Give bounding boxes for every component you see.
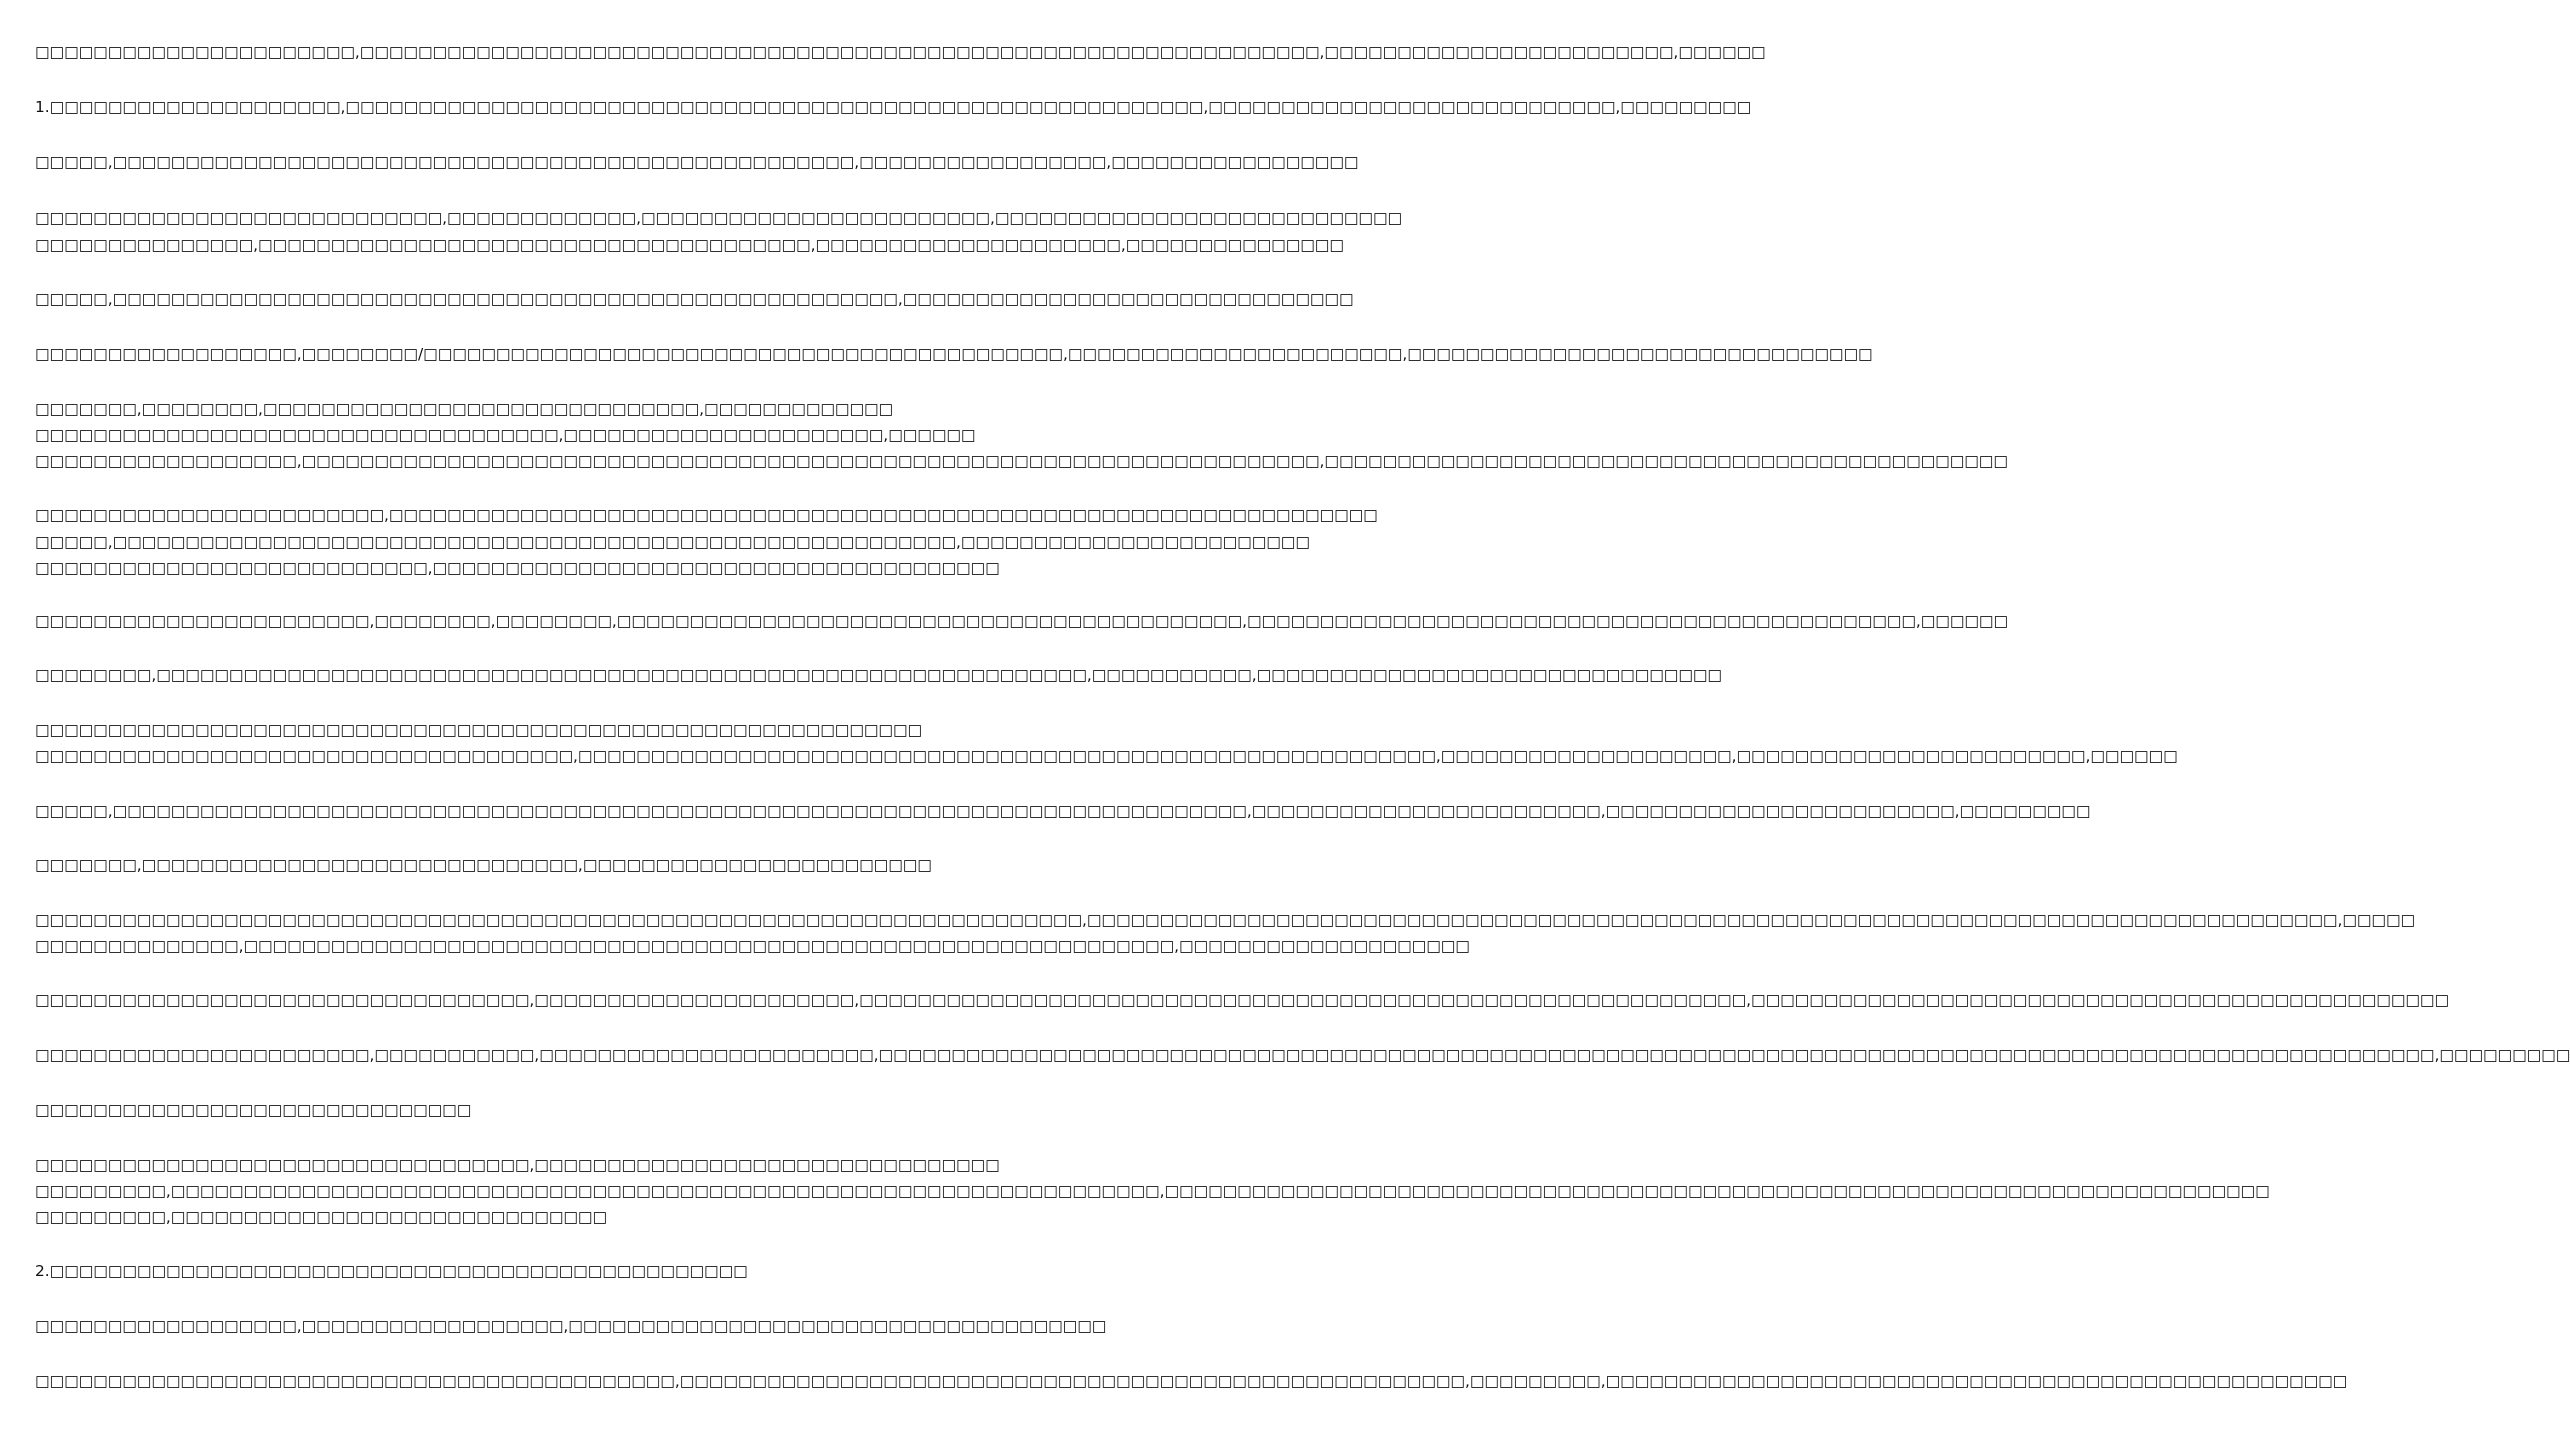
text-line-5: □□□□□□□□□□□□□□□,□□□□□□□□□□□□□□□□□□□□□□□□□□□□□□□□□□□□□□,□□□□□□□□□□□□□□□□□□□□□,□□□□□□□□□□□□□□□ xyxy=(35,236,1344,254)
text-line-21: □□□□□□□□□□□□□□,□□□□□□□□□□□□□□□□□□□□□□□□□□□□□□□□□□□□□□□□□□□□□□□□□□□□□□□□□□□□□□□□,□□□□□□□□□□□□□□□□□□□□ xyxy=(35,937,1470,955)
text-line-12: □□□□□,□□□□□□□□□□□□□□□□□□□□□□□□□□□□□□□□□□□□□□□□□□□□□□□□□□□□□□□□□□,□□□□□□□□□□□□□□□□□□□□□□□□ xyxy=(35,533,1310,551)
text-line-30: □□□□□□□□□□□□□□□□□□□□□□□□□□□□□□□□□□□□□□□□□□□□,□□□□□□□□□□□□□□□□□□□□□□□□□□□□□□□□□□□□□□□□□□□□□□□□□□□□□□,□□□□□□□□□,□□□□□□□□□□□□□□□□□□□□□□□□□□□□□□□□□□□□□□□□□□□□□□□□□□□ xyxy=(35,1372,2348,1390)
text-line-8: □□□□□□□,□□□□□□□□,□□□□□□□□□□□□□□□□□□□□□□□□□□□□□□,□□□□□□□□□□□□□ xyxy=(35,400,894,418)
text-line-4: □□□□□□□□□□□□□□□□□□□□□□□□□□□□,□□□□□□□□□□□□□,□□□□□□□□□□□□□□□□□□□□□□□□,□□□□□□□□□□□□□□□□□□□□□□□□□□□□ xyxy=(35,209,1403,227)
text-line-2: 1.□□□□□□□□□□□□□□□□□□□□,□□□□□□□□□□□□□□□□□□□□□□□□□□□□□□□□□□□□□□□□□□□□□□□□□□□□□□□□□□□,□□□□□□□□□□□□□□□□□□□□□□□□□□□□,□□□□□□□□□ xyxy=(35,98,1752,116)
text-line-27: □□□□□□□□□,□□□□□□□□□□□□□□□□□□□□□□□□□□□□□□ xyxy=(35,1208,608,1226)
text-line-29: □□□□□□□□□□□□□□□□□□,□□□□□□□□□□□□□□□□□□,□□□□□□□□□□□□□□□□□□□□□□□□□□□□□□□□□□□□□ xyxy=(35,1317,1107,1335)
text-line-26: □□□□□□□□□,□□□□□□□□□□□□□□□□□□□□□□□□□□□□□□□□□□□□□□□□□□□□□□□□□□□□□□□□□□□□□□□□□□□□,□□□□□□□□□□□□□□□□□□□□□□□□□□□□□□□□□□□□□□□□□□□□□□□□□□□□□□□□□□□□□□□□□□□□□□□□□□□□ xyxy=(35,1182,2270,1200)
text-line-25: □□□□□□□□□□□□□□□□□□□□□□□□□□□□□□□□□□,□□□□□□□□□□□□□□□□□□□□□□□□□□□□□□□□ xyxy=(35,1156,1000,1174)
text-line-23: □□□□□□□□□□□□□□□□□□□□□□□,□□□□□□□□□□□,□□□□□□□□□□□□□□□□□□□□□□□,□□□□□□□□□□□□□□□□□□□□□□□□□□□□□□□□□□□□□□□□□□□□□□□□□□□□□□□□□□□□□□□□□□□□□□□□□□□□□□□□□□□□□□□□□□□□□□□□□□□□□□□□□□□,□□□□□□□□□ xyxy=(35,1046,2570,1064)
text-line-1: □□□□□□□□□□□□□□□□□□□□□□,□□□□□□□□□□□□□□□□□□□□□□□□□□□□□□□□□□□□□□□□□□□□□□□□□□□□□□□□□□□□□□□□□□,□□□□□□□□□□□□□□□□□□□□□□□□,□□□□□□ xyxy=(35,43,1766,61)
text-line-24: □□□□□□□□□□□□□□□□□□□□□□□□□□□□□□ xyxy=(35,1101,472,1119)
text-line-15: □□□□□□□□,□□□□□□□□□□□□□□□□□□□□□□□□□□□□□□□□□□□□□□□□□□□□□□□□□□□□□□□□□□□□□□□□,□□□□□□□□□□□,□□□□□□□□□□□□□□□□□□□□□□□□□□□□□□□□ xyxy=(35,666,1722,684)
text-line-14: □□□□□□□□□□□□□□□□□□□□□□□,□□□□□□□□,□□□□□□□□,□□□□□□□□□□□□□□□□□□□□□□□□□□□□□□□□□□□□□□□□□□□,□□□□□□□□□□□□□□□□□□□□□□□□□□□□□□□□□□□□□□□□□□□□□□,□□□□□□ xyxy=(35,612,2009,630)
text-line-28: 2.□□□□□□□□□□□□□□□□□□□□□□□□□□□□□□□□□□□□□□□□□□□□□□□□ xyxy=(35,1262,748,1280)
text-line-6: □□□□□,□□□□□□□□□□□□□□□□□□□□□□□□□□□□□□□□□□□□□□□□□□□□□□□□□□□□□□,□□□□□□□□□□□□□□□□□□□□□□□□□□□□□□□ xyxy=(35,290,1354,308)
text-line-3: □□□□□,□□□□□□□□□□□□□□□□□□□□□□□□□□□□□□□□□□□□□□□□□□□□□□□□□□□,□□□□□□□□□□□□□□□□□,□□□□□□□□□□□□□□□□□ xyxy=(35,153,1359,171)
text-line-17: □□□□□□□□□□□□□□□□□□□□□□□□□□□□□□□□□□□□□,□□□□□□□□□□□□□□□□□□□□□□□□□□□□□□□□□□□□□□□□□□□□□□□□□□□□□□□□□□□,□□□□□□□□□□□□□□□□□□□□,□□□□□□□□□□□□□□□□□□□□□□□□,□□□□□□ xyxy=(35,747,2178,765)
text-line-10: □□□□□□□□□□□□□□□□□□,□□□□□□□□□□□□□□□□□□□□□□□□□□□□□□□□□□□□□□□□□□□□□□□□□□□□□□□□□□□□□□□□□□□□□□,□□□□□□□□□□□□□□□□□□□□□□□□□□□□□□□□□□□□□□□□□□□□□□□ xyxy=(35,452,2008,470)
text-line-16: □□□□□□□□□□□□□□□□□□□□□□□□□□□□□□□□□□□□□□□□□□□□□□□□□□□□□□□□□□□□□ xyxy=(35,721,923,739)
text-line-13: □□□□□□□□□□□□□□□□□□□□□□□□□□□,□□□□□□□□□□□□□□□□□□□□□□□□□□□□□□□□□□□□□□□ xyxy=(35,559,1000,577)
text-line-20: □□□□□□□□□□□□□□□□□□□□□□□□□□□□□□□□□□□□□□□□□□□□□□□□□□□□□□□□□□□□□□□□□□□□□□□□,□□□□□□□□□□□□□□□□□□□□□□□□□□□□□□□□□□□□□□□□□□□□□□□□□□□□□□□□□□□□□□□□□□□□□□□□□□□□□□□□□□□□□□,□□□□□ xyxy=(35,911,2416,929)
text-line-19: □□□□□□□,□□□□□□□□□□□□□□□□□□□□□□□□□□□□□□,□□□□□□□□□□□□□□□□□□□□□□□□ xyxy=(35,856,932,874)
text-line-9: □□□□□□□□□□□□□□□□□□□□□□□□□□□□□□□□□□□□,□□□□□□□□□□□□□□□□□□□□□□,□□□□□□ xyxy=(35,426,976,444)
text-line-11: □□□□□□□□□□□□□□□□□□□□□□□□,□□□□□□□□□□□□□□□□□□□□□□□□□□□□□□□□□□□□□□□□□□□□□□□□□□□□□□□□□□□□□□□□□□□□ xyxy=(35,506,1378,524)
text-line-7: □□□□□□□□□□□□□□□□□□,□□□□□□□□/□□□□□□□□□□□□□□□□□□□□□□□□□□□□□□□□□□□□□□□□□□□□,□□□□□□□□□□□□□□□□□□□□□□□,□□□□□□□□□□□□□□□□□□□□□□□□□□□□□□□□ xyxy=(35,345,1873,363)
text-line-18: □□□□□,□□□□□□□□□□□□□□□□□□□□□□□□□□□□□□□□□□□□□□□□□□□□□□□□□□□□□□□□□□□□□□□□□□□□□□□□□□□□□□,□□□□□□□□□□□□□□□□□□□□□□□□,□□□□□□□□□□□□□□□□□□□□□□□□,□□□□□□□□□ xyxy=(35,802,2091,820)
text-line-22: □□□□□□□□□□□□□□□□□□□□□□□□□□□□□□□□□□,□□□□□□□□□□□□□□□□□□□□□□,□□□□□□□□□□□□□□□□□□□□□□□□□□□□□□□□□□□□□□□□□□□□□□□□□□□□□□□□□□□□□,□□□□□□□□□□□□□□□□□□□□□□□□□□□□□□□□□□□□□□□□□□□□□□□□ xyxy=(35,991,2450,1009)
